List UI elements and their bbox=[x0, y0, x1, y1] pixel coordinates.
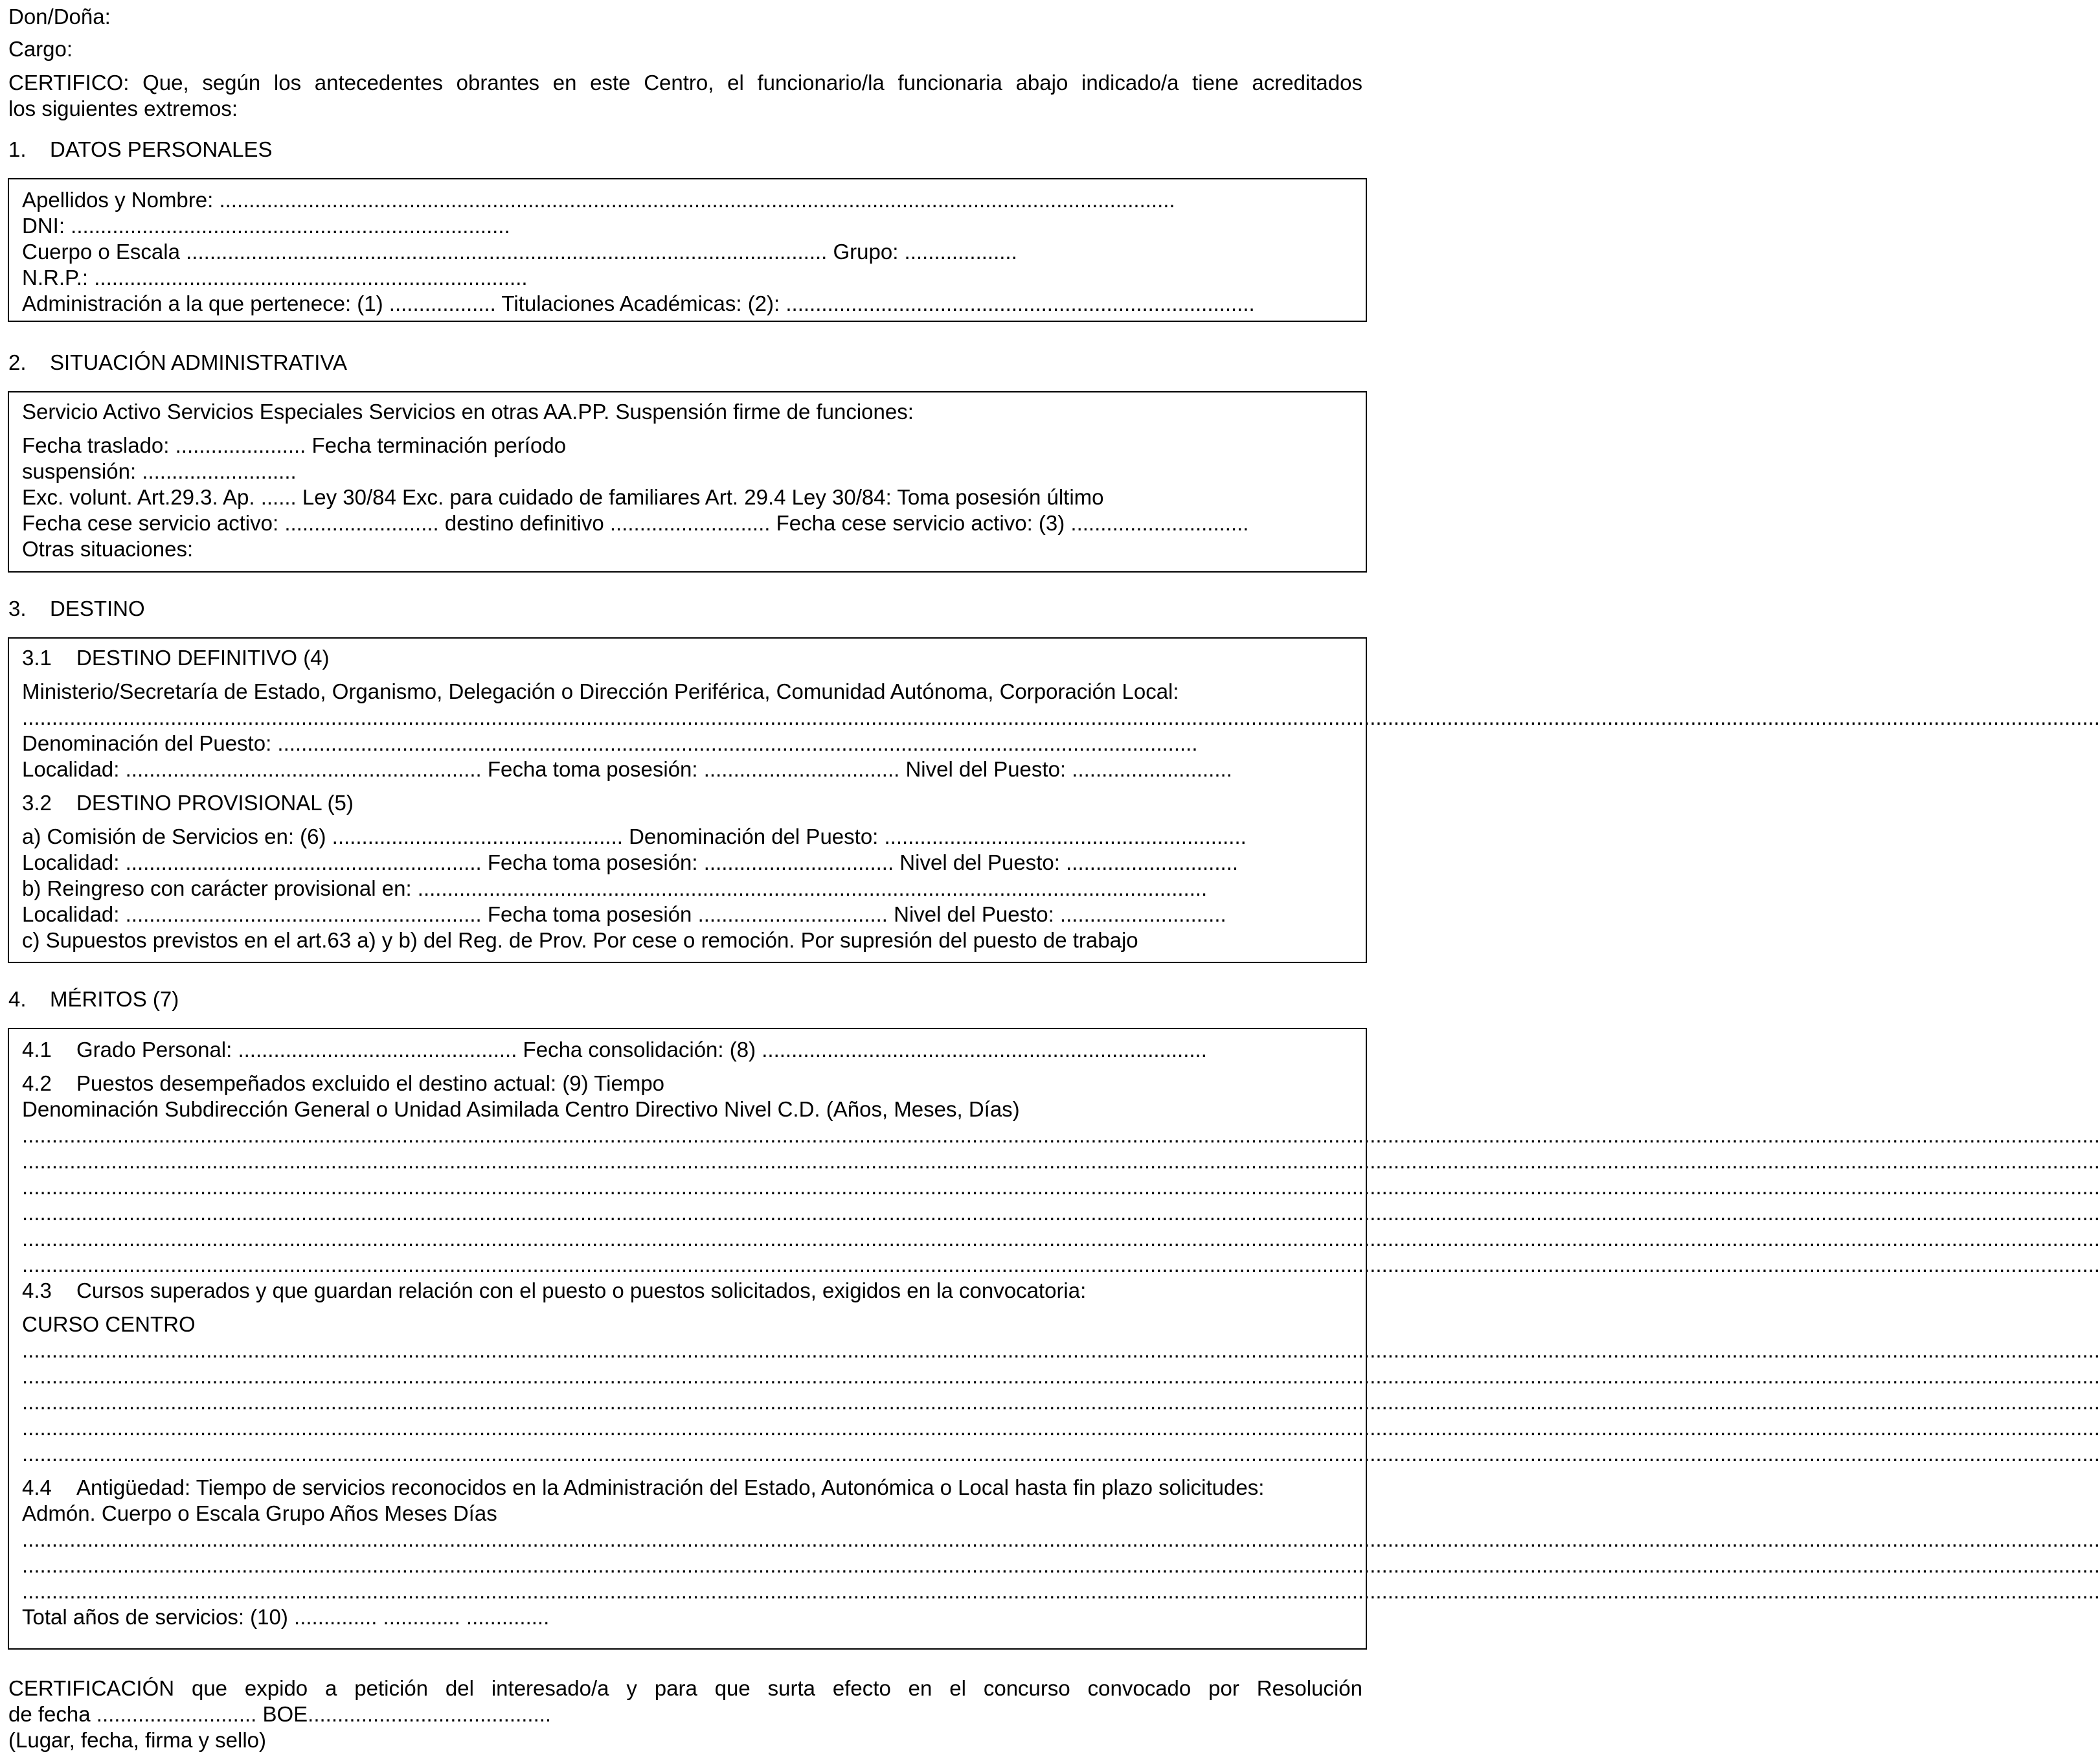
subsection-3-2-number: 3.2 bbox=[22, 791, 52, 815]
localidad-comision-field: Localidad: ............................................................ Fecha toma posesión: ................................ Nivel del Puesto: ............................. bbox=[22, 850, 1238, 874]
section-1-number: 1. bbox=[8, 137, 27, 161]
dni-field: DNI: .......................................................................... bbox=[22, 214, 510, 238]
don-dona-label: Don/Doña: bbox=[8, 5, 111, 28]
localidad-reingreso-field: Localidad: ............................................................ Fecha toma posesión ................................ Nivel del Puesto: ............................ bbox=[22, 902, 1226, 926]
section-3-heading bbox=[8, 596, 1362, 622]
subsection-3-1-title: DESTINO DEFINITIVO (4) bbox=[76, 646, 330, 670]
puestos-columns: Denominación Subdirección General o Unidad Asimilada Centro Directivo Nivel C.D. (Años, Meses, Días) bbox=[22, 1097, 1020, 1121]
puestos-dots-5: .............................................................................................................................................................................................................................................................................................................................................................. bbox=[22, 1227, 2100, 1251]
antiguedad-dots-1: .............................................................................................................................................................................................................................................................................................................................................................. bbox=[22, 1527, 2100, 1551]
certificacion-line-1: CERTIFICACIÓN que expido a petición del interesado/a y para que surta efecto en el concurso convocado por Resolución bbox=[8, 1676, 1362, 1700]
fecha-cese-line: Fecha cese servicio activo: .......................... destino definitivo ........................... Fecha cese servicio activo: (3) .............................. bbox=[22, 511, 1249, 535]
comision-servicios-field: a) Comisión de Servicios en: (6) ................................................. Denominación del Puesto: ............................................................. bbox=[22, 824, 1247, 848]
puestos-dots-3: .............................................................................................................................................................................................................................................................................................................................................................. bbox=[22, 1175, 2100, 1199]
antiguedad-dots-3: .............................................................................................................................................................................................................................................................................................................................................................. bbox=[22, 1579, 2100, 1603]
destino-box bbox=[8, 637, 2100, 963]
puestos-dots-2: .............................................................................................................................................................................................................................................................................................................................................................. bbox=[22, 1149, 2100, 1173]
destino-provisional-heading bbox=[22, 790, 1353, 816]
cursos-dots-3: .............................................................................................................................................................................................................................................................................................................................................................. bbox=[22, 1390, 2100, 1414]
cursos-dots-2: .............................................................................................................................................................................................................................................................................................................................................................. bbox=[22, 1364, 2100, 1388]
supuestos-line: c) Supuestos previstos en el art.63 a) y b) del Reg. de Prov. Por cese o remoción. Por supresión del puesto de trabajo bbox=[22, 928, 1138, 952]
suspension-field: suspensión: .......................... bbox=[22, 459, 297, 483]
section-3-number: 3. bbox=[8, 596, 27, 620]
meritos-box bbox=[8, 1028, 2100, 1650]
cursos-heading bbox=[22, 1278, 1353, 1304]
situacion-administrativa-box bbox=[8, 391, 1367, 573]
certifico-line-2: los siguientes extremos: bbox=[8, 97, 238, 120]
cursos-dots-1: .............................................................................................................................................................................................................................................................................................................................................................. bbox=[22, 1338, 2100, 1362]
excedencia-line: Exc. volunt. Art.29.3. Ap. ...... Ley 30/84 Exc. para cuidado de familiares Art. 29.4 Ley 30/84: Toma posesión último bbox=[22, 485, 1104, 509]
section-2-title: SITUACIÓN ADMINISTRATIVA bbox=[50, 350, 347, 374]
fecha-traslado-field: Fecha traslado: ...................... Fecha terminación período bbox=[22, 433, 567, 457]
cuerpo-grupo-field: Cuerpo o Escala ............................................................................................................ Grupo: ................... bbox=[22, 240, 1017, 264]
antiguedad-dots-2: .............................................................................................................................................................................................................................................................................................................................................................. bbox=[22, 1553, 2100, 1577]
puestos-dots-6: .............................................................................................................................................................................................................................................................................................................................................................. bbox=[22, 1253, 2100, 1277]
nrp-field: N.R.P.: ......................................................................... bbox=[22, 266, 528, 290]
apellidos-nombre-field: Apellidos y Nombre: ................................................................................................................................................................. bbox=[22, 188, 1175, 212]
section-4-heading bbox=[8, 986, 1362, 1012]
subsection-4-3-number: 4.3 bbox=[22, 1278, 52, 1302]
antiguedad-columns: Admón. Cuerpo o Escala Grupo Años Meses Días bbox=[22, 1501, 497, 1525]
puestos-heading bbox=[22, 1071, 1353, 1096]
cursos-dots-5: .............................................................................................................................................................................................................................................................................................................................................................. bbox=[22, 1442, 2100, 1466]
cursos-title: Cursos superados y que guardan relación con el puesto o puestos solicitados, exigidos en la convocatoria: bbox=[76, 1278, 1087, 1302]
section-1-title: DATOS PERSONALES bbox=[50, 137, 273, 161]
datos-personales-box bbox=[8, 178, 1367, 322]
lugar-fecha-firma: (Lugar, fecha, firma y sello) bbox=[8, 1728, 266, 1752]
ministerio-label: Ministerio/Secretaría de Estado, Organismo, Delegación o Dirección Periférica, Comunidad Autónoma, Corporación Local: bbox=[22, 679, 1179, 703]
subsection-4-4-number: 4.4 bbox=[22, 1475, 52, 1499]
situacion-options: Servicio Activo Servicios Especiales Servicios en otras AA.PP. Suspensión firme de funciones: bbox=[22, 400, 914, 424]
section-1-heading bbox=[8, 137, 1362, 163]
section-3-title: DESTINO bbox=[50, 596, 145, 620]
administracion-titulaciones-field: Administración a la que pertenece: (1) .................. Titulaciones Académicas: (2): ............................................................................... bbox=[22, 291, 1255, 315]
section-2-heading bbox=[8, 350, 1362, 376]
certifico-line-1: CERTIFICO: Que, según los antecedentes obrantes en este Centro, el funcionario/la funcionaria abajo indicado/a tiene acreditados bbox=[8, 71, 1362, 95]
cursos-columns: CURSO CENTRO bbox=[22, 1312, 196, 1336]
puestos-dots-4: .............................................................................................................................................................................................................................................................................................................................................................. bbox=[22, 1201, 2100, 1225]
subsection-4-2-number: 4.2 bbox=[22, 1071, 52, 1095]
subsection-3-1-number: 3.1 bbox=[22, 646, 52, 670]
subsection-3-2-title: DESTINO PROVISIONAL (5) bbox=[76, 791, 354, 815]
ministerio-dots: .............................................................................................................................................................................................................................................................................................................................................................. bbox=[22, 705, 2100, 729]
certificacion-line-2: de fecha ........................... BOE......................................... bbox=[8, 1702, 552, 1726]
grado-personal-line bbox=[22, 1037, 1353, 1063]
destino-definitivo-heading bbox=[22, 645, 1353, 671]
puestos-title: Puestos desempeñados excluido el destino actual: (9) Tiempo bbox=[76, 1071, 665, 1095]
puestos-dots-1: .............................................................................................................................................................................................................................................................................................................................................................. bbox=[22, 1123, 2100, 1147]
localidad-definitivo-field: Localidad: ............................................................ Fecha toma posesión: ................................. Nivel del Puesto: ........................... bbox=[22, 757, 1232, 781]
subsection-4-1-number: 4.1 bbox=[22, 1038, 52, 1062]
denominacion-puesto-field: Denominación del Puesto: ........................................................................................................................................................... bbox=[22, 731, 1198, 755]
antiguedad-heading bbox=[22, 1475, 1353, 1501]
cargo-label: Cargo: bbox=[8, 37, 73, 61]
antiguedad-title: Antigüedad: Tiempo de servicios reconocidos en la Administración del Estado, Autonómica o Local hasta fin plazo solicitudes: bbox=[76, 1475, 1265, 1499]
section-2-number: 2. bbox=[8, 350, 27, 374]
section-4-title: MÉRITOS (7) bbox=[50, 987, 179, 1011]
section-4-number: 4. bbox=[8, 987, 27, 1011]
total-anos-servicios: Total años de servicios: (10) .............. ............. .............. bbox=[22, 1605, 550, 1629]
grado-personal-field: Grado Personal: ............................................... Fecha consolidación: (8) ........................................................................... bbox=[76, 1038, 1207, 1062]
reingreso-field: b) Reingreso con carácter provisional en: ..................................................................................................................................... bbox=[22, 876, 1208, 900]
cursos-dots-4: .............................................................................................................................................................................................................................................................................................................................................................. bbox=[22, 1416, 2100, 1440]
otras-situaciones-label: Otras situaciones: bbox=[22, 537, 194, 561]
